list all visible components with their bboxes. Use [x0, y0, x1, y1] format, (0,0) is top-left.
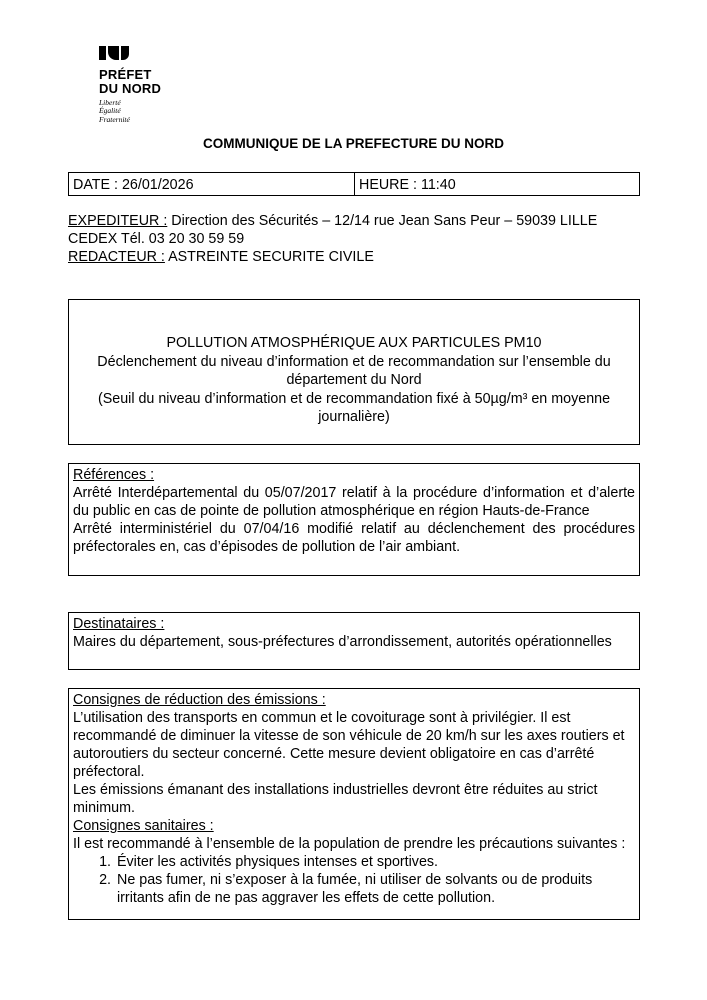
alert-line-1: POLLUTION ATMOSPHÉRIQUE AUX PARTICULES PM10	[166, 335, 542, 351]
references-heading: Références :	[73, 467, 155, 483]
emissions-text: Les émissions émanant des installations industrielles devront être réduites au strict minimum.	[73, 782, 598, 816]
date-cell: DATE : 26/01/2026	[69, 173, 355, 195]
list-item: 1. Éviter les activités physiques intenses et sportives.	[115, 853, 635, 871]
alert-line-2: Déclenchement du niveau d’information et de recommandation sur l’ensemble du département du Nord	[97, 353, 611, 388]
logo-motto: Liberté Égalité Fraternité	[99, 98, 130, 124]
recipients-text: Maires du département, sous-préfectures d’arrondissement, autorités opérationnelles	[73, 634, 612, 650]
prefecture-logo	[99, 44, 189, 124]
expediteur-text: Direction des Sécurités – 12/14 rue Jean Sans Peur – 59039 LILLE CEDEX Tél. 03 20 30 59 59	[68, 213, 598, 247]
emissions-heading: Consignes de réduction des émissions :	[73, 692, 326, 708]
page-title: COMMUNIQUE DE LA PREFECTURE DU NORD	[202, 136, 504, 151]
redacteur-label: REDACTEUR :	[68, 249, 165, 265]
date-time-table	[68, 172, 640, 196]
recipients-section	[68, 612, 640, 670]
emissions-text: L’utilisation des transports en commun et le covoiturage sont à privilégier. Il est recommandé de diminuer la vitesse de son véhicule de 20 km/h sur les axes routiers et autoroutiers du secteur concerné. Cette mesure devient obligatoire en cas d’arrêté préfectoral.	[73, 710, 625, 780]
alert-title-box	[68, 299, 640, 445]
logo-name: PRÉFET DU NORD	[99, 67, 162, 96]
health-intro: Il est recommandé à l’ensemble de la population de prendre les précautions suivantes :	[73, 836, 626, 852]
redacteur-line	[68, 248, 640, 266]
time-cell: HEURE : 11:40	[359, 177, 456, 193]
reference-item: Arrêté interministériel du 07/04/16 modifié relatif au déclenchement des procédures préfectorales en, cas d’épisodes de pollution de l’air ambiant.	[73, 521, 635, 555]
recipients-heading: Destinataires :	[73, 616, 165, 632]
sender-block	[68, 212, 640, 266]
references-section	[68, 463, 640, 576]
health-list	[73, 853, 635, 907]
reference-item: Arrêté Interdépartemental du 05/07/2017 relatif à la procédure d’information et d’alerte du public en cas de pointe de pollution atmosphérique en région Hauts-de-France	[73, 485, 635, 519]
health-heading: Consignes sanitaires :	[73, 818, 214, 834]
list-item: 2. Ne pas fumer, ni s’exposer à la fumée, ni utiliser de solvants ou de produits irritants afin de ne pas aggraver les effets de cette pollution.	[115, 871, 635, 907]
expediteur-label: EXPEDITEUR :	[68, 213, 168, 229]
marianne-logo-icon	[99, 44, 135, 62]
alert-line-3: (Seuil du niveau d’information et de recommandation fixé à 50µg/m³ en moyenne journalière)	[97, 390, 611, 425]
expediteur-line	[68, 212, 640, 248]
instructions-section	[68, 688, 640, 920]
redacteur-text: ASTREINTE SECURITE CIVILE	[164, 249, 374, 265]
